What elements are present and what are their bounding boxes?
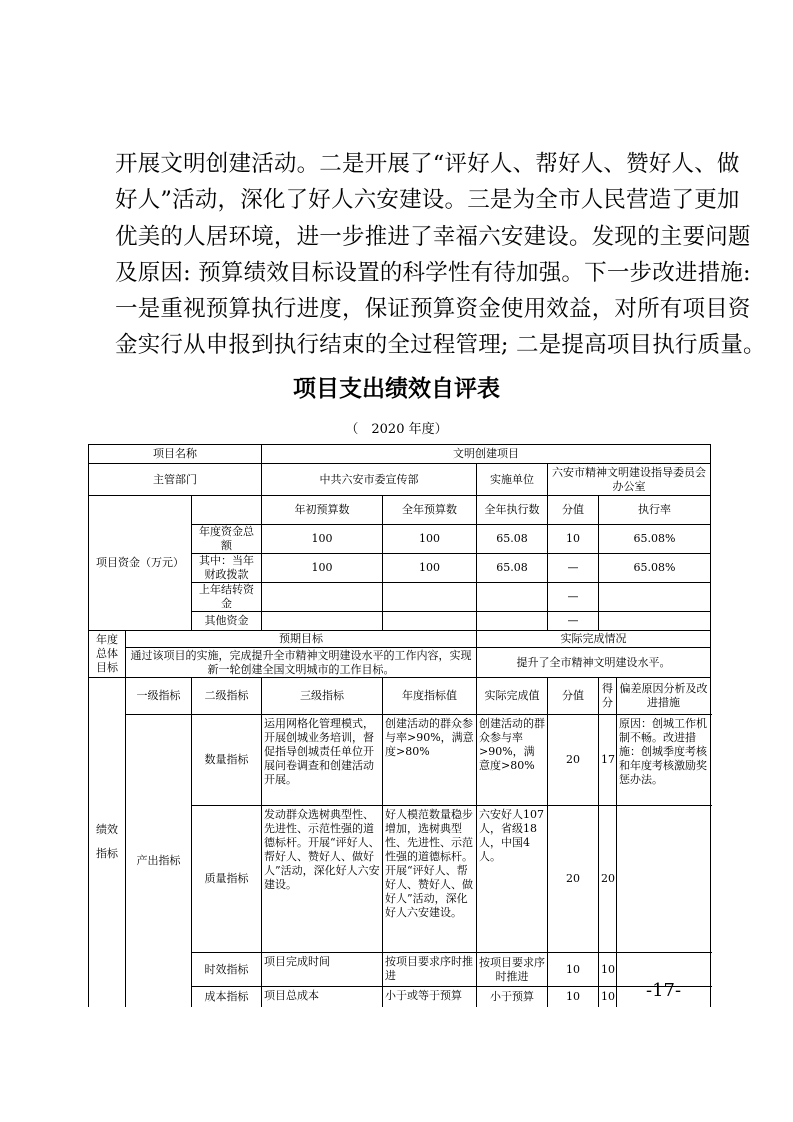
paragraph-line: 金实行从申报到执行结束的全过程管理; 二是提高项目执行质量。	[115, 332, 766, 359]
indicator-target: 创建活动的群众参与率>90%，满意度>80%	[383, 715, 477, 806]
indicator-header: 年度指标值	[383, 678, 477, 715]
indicator-target: 好人模范数量稳步增加，选树典型性、先进性、示范性强的道德标杆。开展“评好人、帮好人、赞好人、做好人”活动，深化好人六安建设。	[383, 806, 477, 953]
indicator-header: 实际完成值	[477, 678, 548, 715]
indicator-level2: 数量指标	[192, 715, 262, 806]
indicator-header: 三级指标	[262, 678, 383, 715]
funds-cell: 100	[262, 554, 383, 583]
funds-cell: 65.08	[477, 554, 548, 583]
funds-row-name: 其中：当年财政拨款	[192, 554, 262, 583]
paragraph-line: 好人”活动，深化了好人六安建设。三是为全市人民营造了更加	[115, 187, 740, 214]
funds-row-name: 年度资金总额	[192, 525, 262, 554]
indicator-score: 10	[548, 953, 599, 987]
indicator-target: 按项目要求序时推进	[383, 953, 477, 987]
table-year: （ 2020 年度）	[345, 422, 448, 437]
indicator-header: 偏差原因分析及改进措施	[617, 678, 711, 715]
funds-row-name: 上年结转资金	[192, 583, 262, 612]
indicator-actual: 创建活动的群众参与率>90%，满意度>80%	[477, 715, 548, 806]
funds-cell: 10	[548, 525, 599, 554]
indicator-got: 20	[599, 806, 617, 953]
indicator-score: 20	[548, 806, 599, 953]
funds-cell	[477, 612, 548, 631]
paragraph-line: 及原因: 预算绩效目标设置的科学性有待加强。下一步改进措施:	[115, 259, 751, 286]
indicator-reason	[617, 806, 711, 953]
funds-cell: —	[548, 612, 599, 631]
indicator-got: 10	[599, 987, 617, 1007]
funds-cell	[383, 583, 477, 612]
paragraph-line: 开展文明创建活动。二是开展了“评好人、帮好人、赞好人、做	[115, 151, 740, 177]
body-paragraph	[115, 146, 766, 364]
dept-label: 主管部门	[89, 464, 262, 496]
indicator-level3: 项目完成时间	[262, 953, 383, 987]
performance-table	[88, 444, 711, 1007]
indicator-score: 10	[548, 987, 599, 1007]
funds-cell: 65.08%	[599, 554, 711, 583]
indicator-reason: 原因：创城工作机制不畅。改进措施：创城季度考核和年度考核激励奖惩办法。	[617, 715, 711, 806]
funds-cell: —	[548, 583, 599, 612]
indicator-actual: 小于预算	[477, 987, 548, 1007]
funds-corner	[192, 496, 262, 525]
indicator-got: 17	[599, 715, 617, 806]
page-number: -17-	[646, 980, 682, 1001]
funds-header: 年初预算数	[262, 496, 383, 525]
table-title: 项目支出绩效自评表	[293, 376, 500, 402]
funds-cell	[477, 583, 548, 612]
funds-cell	[383, 612, 477, 631]
goal-expected-header: 预期目标	[126, 631, 477, 648]
indicator-level3: 发动群众选树典型性、先进性、示范性强的道德标杆。开展“评好人、帮好人、赞好人、做好人”活动，深化好人六安建设。	[262, 806, 383, 953]
indicators-label: 绩效指标	[89, 678, 126, 1007]
indicator-header: 一级指标	[126, 678, 192, 715]
indicator-score: 20	[548, 715, 599, 806]
indicator-level1: 产出指标	[126, 715, 192, 1007]
impl-value: 六安市精神文明建设指导委员会办公室	[548, 464, 711, 496]
goal-expected-text: 通过该项目的实施，完成提升全市精神文明建设水平的工作内容，实现新一轮创建全国文明城市的工作目标。	[126, 648, 477, 678]
indicator-level2: 时效指标	[192, 953, 262, 987]
funds-label: 项目资金（万元）	[89, 496, 192, 631]
funds-cell	[262, 612, 383, 631]
paragraph-line: 一是重视预算执行进度，保证预算资金使用效益，对所有项目资	[115, 296, 751, 323]
indicator-level2: 质量指标	[192, 806, 262, 953]
indicator-got: 10	[599, 953, 617, 987]
goal-actual-header: 实际完成情况	[477, 631, 711, 648]
funds-cell	[599, 583, 711, 612]
funds-cell: 100	[383, 554, 477, 583]
indicator-level3: 运用网格化管理模式，开展创城业务培训，督促指导创城责任单位开展问卷调查和创建活动开展。	[262, 715, 383, 806]
funds-header: 执行率	[599, 496, 711, 525]
indicator-header: 得分	[599, 678, 617, 715]
indicator-target: 小于或等于预算	[383, 987, 477, 1007]
funds-cell	[262, 583, 383, 612]
indicator-level2: 成本指标	[192, 987, 262, 1007]
funds-cell	[599, 612, 711, 631]
funds-cell: —	[548, 554, 599, 583]
goal-label: 年度总体目标	[89, 631, 126, 678]
funds-header: 分值	[548, 496, 599, 525]
indicator-level3: 项目总成本	[262, 987, 383, 1007]
funds-cell: 100	[262, 525, 383, 554]
indicator-header: 分值	[548, 678, 599, 715]
funds-row-name: 其他资金	[192, 612, 262, 631]
indicator-actual: 六安好人107人，省级18人，中国4人。	[477, 806, 548, 953]
indicator-actual: 按项目要求序时推进	[477, 953, 548, 987]
funds-header: 全年执行数	[477, 496, 548, 525]
funds-header: 全年预算数	[383, 496, 477, 525]
goal-actual-text: 提升了全市精神文明建设水平。	[477, 648, 711, 678]
impl-label: 实施单位	[477, 464, 548, 496]
project-name-label: 项目名称	[89, 445, 262, 464]
paragraph-line: 优美的人居环境，进一步推进了幸福六安建设。发现的主要问题	[115, 223, 751, 250]
funds-cell: 65.08%	[599, 525, 711, 554]
dept-value: 中共六安市委宣传部	[262, 464, 477, 496]
project-name-value: 文明创建项目	[262, 445, 711, 464]
indicator-header: 二级指标	[192, 678, 262, 715]
funds-cell: 100	[383, 525, 477, 554]
funds-cell: 65.08	[477, 525, 548, 554]
